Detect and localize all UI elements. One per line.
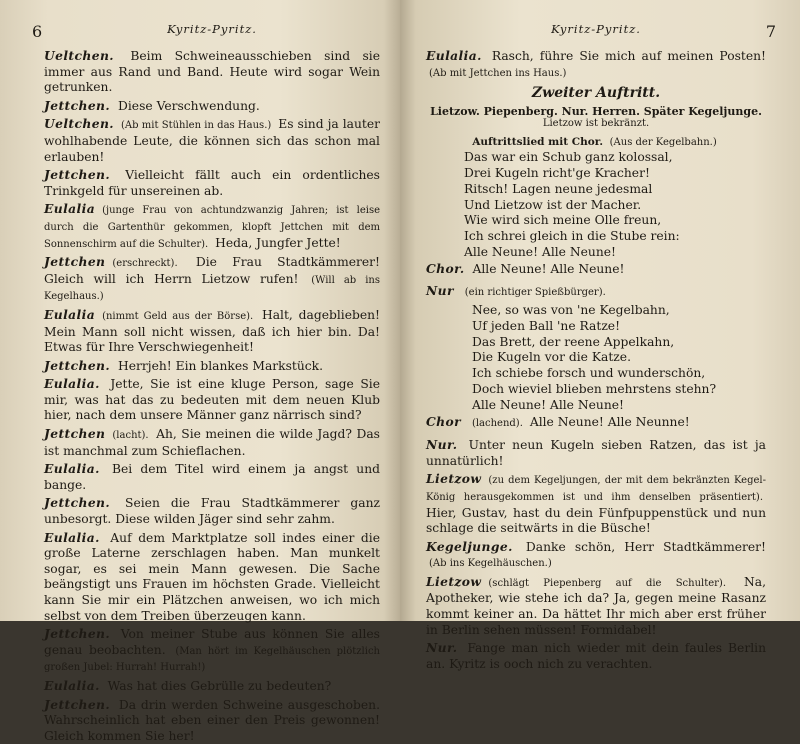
speaker-name: Jettchen. xyxy=(44,696,111,712)
running-title: Kyritz-Pyritz. xyxy=(551,22,641,36)
dialogue-text: Beim Schweineausschieben sind sie immer aus Rand und Band. Heute wird sogar Wein getrunken. xyxy=(44,49,380,95)
dialogue-text: Hier, Gustav, hast du dein Fünfpuppenstück und nun schlage die seitwärts in die Büsche! xyxy=(426,505,766,536)
dialogue-text: Danke schön, Herr Stadtkämmerer! xyxy=(525,539,766,554)
dialogue-paragraph xyxy=(44,307,380,356)
left-page-header xyxy=(32,22,380,48)
verse-line: Doch wieviel blieben mehrstens stehn? xyxy=(472,381,717,396)
verse-line: Ich schrei gleich in die Stube rein: xyxy=(464,229,680,244)
speaker-name: Jettchen. xyxy=(44,357,111,373)
dialogue-paragraph xyxy=(426,471,766,536)
dialogue-text: Seien die Frau Stadtkämmerer ganz unbesorgt. Diese wilden Jäger sind sehr zahm. xyxy=(44,496,380,527)
verse-line: Die Kugeln vor die Katze. xyxy=(472,350,631,365)
song-heading xyxy=(426,136,766,148)
dialogue-paragraph xyxy=(44,626,380,676)
dialogue-text: Unter neun Kugeln sieben Ratzen, das ist ja unnatürlich! xyxy=(426,438,766,468)
verse-line: Und Lietzow ist der Macher. xyxy=(464,197,642,212)
speaker-name: Jettchen xyxy=(44,426,106,442)
speaker-name: Nur xyxy=(426,283,454,299)
dialogue-paragraph xyxy=(44,495,380,527)
speaker-name: Eulalia. xyxy=(44,461,100,477)
stage-direction: (zu dem Kegeljungen, der mit dem bekränzten Kegel-König herausgekommen ist und ihm denselben präsentiert). xyxy=(426,475,766,503)
dialogue-paragraph xyxy=(426,574,766,638)
dialogue-paragraph xyxy=(44,426,380,459)
dialogue-paragraph xyxy=(44,116,380,165)
dialogue-paragraph xyxy=(44,358,380,375)
speaker-name: Jettchen xyxy=(44,254,106,270)
dialogue-paragraph xyxy=(44,48,380,96)
speaker-name: Eulalia. xyxy=(426,48,482,63)
stage-direction: (ein richtiger Spießbürger). xyxy=(464,287,606,299)
speaker-name: Jettchen. xyxy=(44,97,111,113)
dialogue-text: Alle Neune! Alle Neunne! xyxy=(529,414,690,429)
dialogue-paragraph xyxy=(44,376,380,424)
dialogue-text: Da drin werden Schweine ausgeschoben. Wahrscheinlich hat eben einer den Preis gewonnen! Gleich kommen Sie her! xyxy=(44,697,380,743)
speaker-name: Kegeljunge. xyxy=(426,538,513,554)
song-title: Auftrittslied mit Chor. xyxy=(472,136,603,149)
dialogue-text: Was hat dies Gebrülle zu bedeuten? xyxy=(107,678,332,693)
verse-line: Drei Kugeln richt'ge Kracher! xyxy=(464,165,650,180)
dialogue-text: Von meiner Stube aus können Sie alles genau beobachten. xyxy=(44,627,380,657)
verse-line: Nee, so was von 'ne Kegelbahn, xyxy=(472,302,670,317)
dialogue-text: Bei dem Titel wird einem ja angst und bange. xyxy=(44,462,380,492)
stage-direction: (Ab mit Stühlen in das Haus.) xyxy=(120,120,272,132)
dialogue-text: Rasch, führe Sie mich auf meinen Posten! xyxy=(491,49,766,63)
verse-block xyxy=(426,150,766,261)
cast-note: Lietzow ist bekränzt. xyxy=(542,118,650,130)
stage-direction: (Man hört im Kegelhäuschen plötzlich großen Jubel: Hurrah! Hurrah!) xyxy=(44,645,380,674)
right-page xyxy=(400,0,800,671)
dialogue-text: Na, Apotheker, wie stehe ich da? Ja, gegen meine Rasanz kommt keiner an. Da hättet Ihr mich aber erst früher in Berlin sehen müssen! Formidabel! xyxy=(426,574,766,637)
dialogue-text: Vielleicht fällt auch ein ordentliches Trinkgeld für unsereinen ab. xyxy=(44,168,380,198)
stage-direction: (nimmt Geld aus der Börse). xyxy=(102,310,254,322)
verse-line: Alle Neune! Alle Neune! xyxy=(464,244,616,259)
scene-title: Zweiter Auftritt. xyxy=(531,85,661,102)
speaker-name: Eulalia. xyxy=(44,677,100,693)
dialogue-text: Jette, Sie ist eine kluge Person, sage Sie mir, was hat das zu bedeuten mit dem neuen Klub hier, nach dem unsere Männer ganz närrisch sind? xyxy=(44,377,380,423)
verse-line: Ich schiebe forsch und wunderschön, xyxy=(472,366,706,381)
dialogue-paragraph xyxy=(426,437,766,469)
dialogue-paragraph xyxy=(44,201,380,252)
stage-direction: (erschreckt). xyxy=(112,258,178,270)
stage-direction: (Aus der Kegelbahn.) xyxy=(609,137,717,149)
dialogue-paragraph xyxy=(426,640,766,672)
verse-line: Das war ein Schub ganz kolossal, xyxy=(464,150,673,165)
verse-line: Das Brett, der reene Appelkahn, xyxy=(472,334,675,349)
dialogue-text: Halt, dageblieben! Mein Mann soll nicht wissen, daß ich hier bin. Da! Etwas für Ihre Verschwiegenheit! xyxy=(44,307,380,355)
cast-list: Lietzow. Piepenberg. Nur. Herren. Später Kegeljunge. xyxy=(430,105,762,119)
stage-direction: (Ab ins Kegelhäuschen.) xyxy=(429,558,552,570)
verse-line: Uf jeden Ball 'ne Ratze! xyxy=(472,318,621,333)
stage-direction: (lacht). xyxy=(112,430,149,442)
dialogue-text: Ah, Sie meinen die wilde Jagd? Das ist manchmal zum Schieflachen. xyxy=(44,427,380,458)
dialogue-paragraph xyxy=(426,48,766,81)
dialogue-paragraph xyxy=(44,98,380,115)
verse-line: Ritsch! Lagen neune jedesmal xyxy=(464,181,653,196)
speaker-name: Chor xyxy=(426,413,462,429)
dialogue-paragraph xyxy=(44,461,380,493)
dialogue-paragraph xyxy=(44,254,380,305)
speaker-name: Lietzow xyxy=(426,471,482,487)
page-number: 6 xyxy=(32,22,43,41)
dialogue-text: Alle Neune! Alle Neune! xyxy=(472,261,625,276)
dialogue-text: Herrjeh! Ein blankes Markstück. xyxy=(118,358,324,373)
dialogue-paragraph xyxy=(44,167,380,199)
dialogue-text: Fange man nich wieder mit dein faules Berlin an. Kyritz is ooch nich zu verachten. xyxy=(426,641,766,671)
dialogue-text: Diese Verschwendung. xyxy=(118,98,260,113)
stage-direction: (lachend). xyxy=(471,417,523,429)
dialogue-text: Auf dem Marktplatze soll indes einer die große Laterne zerschlagen haben. Man munkelt sogar, es sei mein Mann gewesen. Die Sache beängstigt uns Frauen im höchsten Grade. Vielleicht kann Sie mir ein Plätzchen anweisen, wo ich mich selbst von dem Treiben überzeugen kann. xyxy=(44,530,380,623)
verse-block xyxy=(426,303,766,414)
running-title: Kyritz-Pyritz. xyxy=(167,22,257,36)
left-page-body xyxy=(44,48,380,744)
dialogue-paragraph xyxy=(44,697,380,744)
chorus-line xyxy=(426,414,766,432)
page-number: 7 xyxy=(765,22,776,41)
dialogue-paragraph xyxy=(44,530,380,625)
dialogue-paragraph xyxy=(44,678,380,695)
verse-line: Alle Neune! Alle Neune! xyxy=(472,397,624,412)
right-page-body xyxy=(426,437,766,672)
speaker-name: Chor. xyxy=(426,260,465,276)
dialogue-paragraph xyxy=(426,539,766,572)
speaker-name: Jettchen. xyxy=(44,167,111,183)
stage-direction: (junge Frau von achtundzwanzig Jahren; ist leise durch die Gartenthür gekommen, klopft Jettchen mit dem Sonnenschirm auf die Schulter). xyxy=(44,205,380,250)
speaker-name: Ueltchen. xyxy=(44,116,114,132)
stage-direction: (Will ab ins Kegelhaus.) xyxy=(44,274,380,303)
chorus-line xyxy=(426,261,766,278)
speaker-name: Eulalia. xyxy=(44,529,100,545)
verse-line: Wie wird sich meine Olle freun, xyxy=(464,213,662,228)
speaker-name: Ueltchen. xyxy=(44,48,114,63)
speaker-name: Eulalia xyxy=(44,201,96,217)
speaker-name: Nur. xyxy=(426,640,458,656)
dialogue-text: Es sind ja lauter wohlhabende Leute, die können sich das schon mal erlauben! xyxy=(44,117,380,164)
speaker-line xyxy=(426,283,766,301)
right-page-header xyxy=(426,22,776,48)
speaker-name: Eulalia. xyxy=(44,376,100,392)
speaker-name: Nur. xyxy=(426,437,458,453)
speaker-name: Jettchen. xyxy=(44,495,111,511)
stage-direction: (schlägt Piepenberg auf die Schulter). xyxy=(488,577,727,589)
speaker-name: Eulalia xyxy=(44,306,96,322)
dialogue-text: Heda, Jungfer Jette! xyxy=(215,235,341,250)
dialogue-text: Die Frau Stadtkämmerer! Gleich will ich Herrn Lietzow rufen! xyxy=(44,255,380,286)
left-page xyxy=(0,0,400,743)
speaker-name: Lietzow xyxy=(426,573,482,589)
speaker-name: Jettchen. xyxy=(44,626,111,642)
stage-direction: (Ab mit Jettchen ins Haus.) xyxy=(429,67,567,79)
